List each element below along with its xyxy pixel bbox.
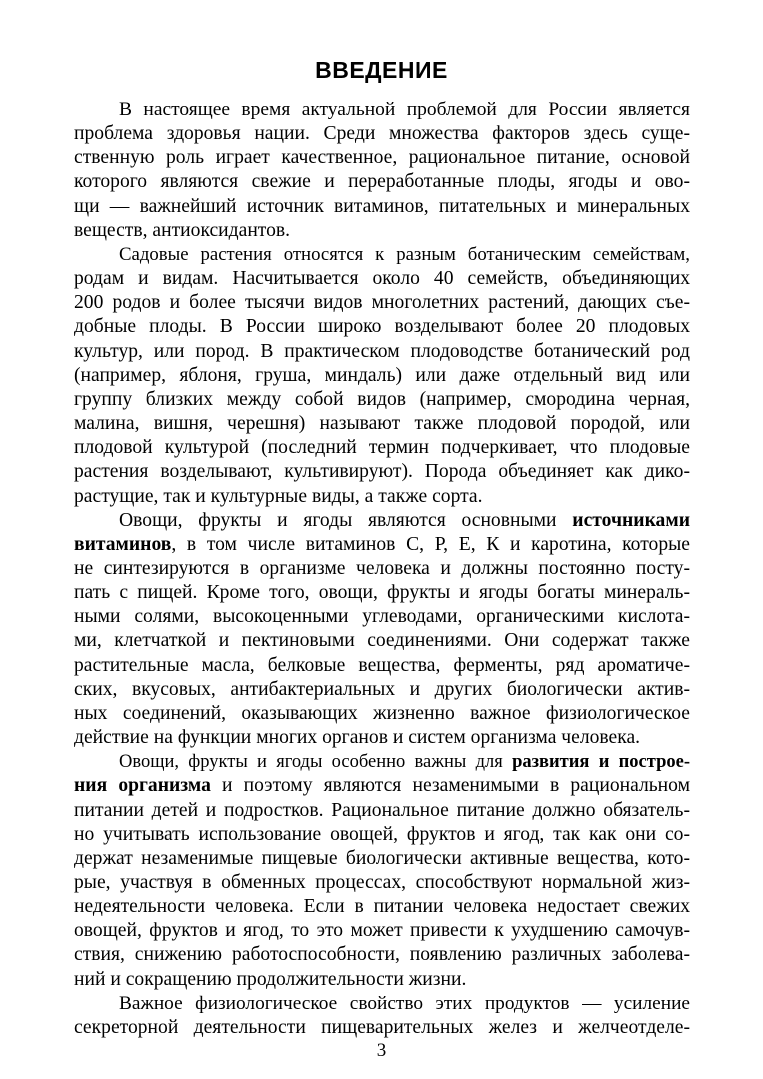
text-line: добные плоды. В России широко возделывают более 20 плодовых [74, 316, 690, 338]
text-line: ний и сокращению продолжительности жизни. [74, 968, 467, 990]
text-line: малина, вишня, черешня) называют также плодовой породой, или [74, 413, 690, 435]
text-line: питании детей и подростков. Рациональное питание должно обязатель- [74, 799, 690, 821]
text-line: Важное физиологическое свойство этих продуктов — усиление [119, 992, 690, 1014]
text-run: Овощи, фрукты и ягоды являются основными [119, 509, 573, 531]
text-line: держат незаменимые пищевые биологически активные вещества, кото- [74, 847, 690, 869]
paragraph-3 [74, 509, 690, 751]
text-line: не синтезируются в организме человека и должны постоянно посту- [74, 557, 690, 579]
text-line: растущие, так и культурные виды, а также сорта. [74, 485, 483, 507]
text-line: 200 родов и более тысячи видов многолетних растений, дающих съе- [74, 292, 690, 314]
paragraph-1 [74, 98, 690, 243]
text-line: Садовые растения относятся к разным ботаническим семействам, [119, 243, 690, 265]
text-line: овощей, фруктов и ягод, то это может привести к ухудшению самочув- [74, 920, 690, 942]
bold-term-vitamin-sources-cont: витаминов [74, 533, 172, 555]
text-line: действие на функции многих органов и систем организма человека. [74, 727, 641, 749]
bold-term-organism-development-cont: ния организма [74, 775, 211, 797]
text-line: ных соединений, оказывающих жизненно важное физиологическое [74, 702, 690, 724]
text-line: щи — важнейший источник витаминов, питательных и минеральных [74, 195, 690, 217]
page-number: 3 [376, 1040, 387, 1061]
text-line: веществ, антиоксидантов. [74, 219, 291, 241]
paragraph-5 [74, 992, 690, 1040]
text-line: которого являются свежие и переработанные плоды, ягоды и ово- [74, 171, 690, 193]
text-run: , в том числе витаминов С, Р, Е, К и каротина, которые [171, 533, 690, 555]
text-run: Овощи, фрукты и ягоды особенно важны для [119, 752, 513, 773]
page-title: ВВЕДЕНИЕ [315, 57, 448, 83]
text-line: группу близких между собой видов (например, смородина черная, [74, 388, 690, 410]
body-text [74, 98, 690, 1040]
text-line: плодовой культурой (последний термин подчеркивает, что плодовые [74, 437, 690, 459]
text-line: ственную роль играет качественное, рациональное питание, основой [74, 147, 690, 169]
text-line: родам и видам. Насчитывается около 40 семейств, объединяющих [74, 268, 690, 290]
bold-term-vitamin-sources: источниками [572, 509, 690, 531]
text-line [74, 750, 690, 774]
text-line: проблема здоровья нации. Среди множества факторов здесь суще- [74, 123, 690, 145]
text-line: (например, яблоня, груша, миндаль) или даже отдельный вид или [74, 364, 690, 386]
text-line: ными солями, высокоценными углеводами, органическими кислота- [74, 606, 690, 628]
text-line: секреторной деятельности пищеварительных желез и желчеотделе- [74, 1016, 690, 1038]
bold-term-organism-development: развития и построе- [512, 752, 690, 773]
text-line: недеятельности человека. Если в питании человека недостает свежих [74, 896, 690, 918]
text-line: но учитывать использование овощей, фруктов и ягод, так как они со- [74, 823, 690, 845]
paragraph-4 [74, 750, 690, 992]
text-line: ми, клетчаткой и пектиновыми соединениями. Они содержат также [74, 630, 690, 652]
text-line: рые, участвуя в обменных процессах, способствуют нормальной жиз- [74, 872, 690, 893]
text-line: культур, или пород. В практическом плодоводстве ботанический род [74, 340, 690, 362]
text-line: растительные масла, белковые вещества, ферменты, ряд ароматиче- [74, 654, 690, 676]
text-run: и поэтому являются незаменимыми в рациональном [210, 775, 690, 797]
text-line [74, 533, 690, 557]
text-line: пать с пищей. Кроме того, овощи, фрукты и ягоды богаты минераль- [74, 582, 690, 604]
text-line: растения возделывают, культивируют). Порода объединяет как дико- [74, 461, 690, 483]
text-line: В настоящее время актуальной проблемой для России является [119, 99, 690, 120]
text-line: ских, вкусовых, антибактериальных и других биологически актив- [74, 678, 690, 700]
text-line [74, 509, 690, 533]
text-line [74, 774, 690, 798]
paragraph-2 [74, 243, 690, 509]
text-line: ствия, снижению работоспособности, появлению различных заболева- [74, 944, 690, 966]
